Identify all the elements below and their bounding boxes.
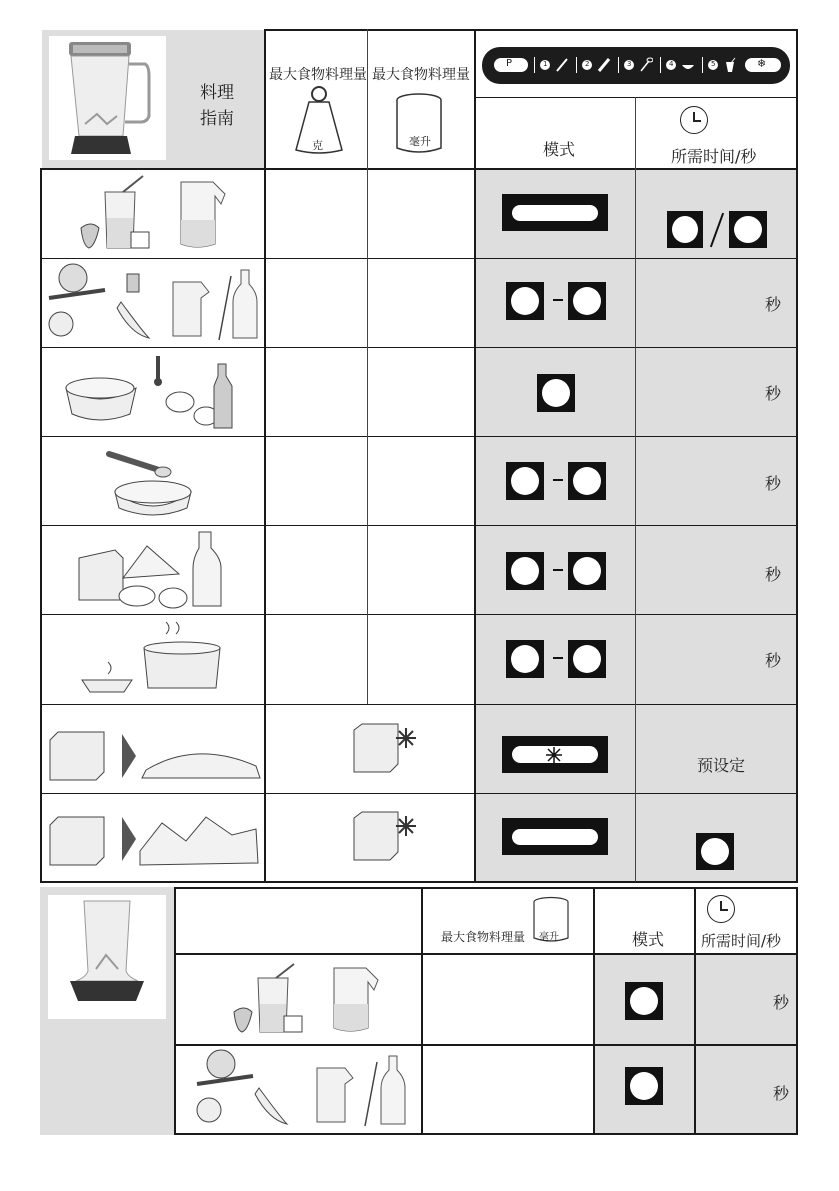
mode-column-bg xyxy=(475,170,797,882)
speed-badge-end xyxy=(568,462,606,500)
soup-icon xyxy=(80,618,230,700)
speed-badge-single xyxy=(625,982,663,1020)
time-header: 所需时间/秒 xyxy=(671,147,757,166)
speed-badge-end xyxy=(568,640,606,678)
max-volume-header: 最大食物料理量 xyxy=(372,67,470,83)
snowflake-icon xyxy=(545,746,563,764)
speed-badge-start xyxy=(506,282,544,320)
weight-unit: 克 xyxy=(312,139,323,152)
range-dash xyxy=(553,657,563,659)
row-divider xyxy=(40,793,798,794)
range-dash xyxy=(553,569,563,571)
time-badge-a xyxy=(667,211,703,248)
drink-glass-icon xyxy=(723,57,737,73)
ice-cube-icon-2 xyxy=(352,808,418,864)
bottom-volume-unit: 毫升 xyxy=(539,932,559,943)
row-divider xyxy=(175,1044,798,1046)
bottom-time-unit-row1: 秒 xyxy=(773,993,790,1012)
pulse-mode-badge xyxy=(502,194,608,231)
time-preset: 预设定 xyxy=(697,756,746,775)
time-unit-row6: 秒 xyxy=(765,651,782,670)
control-speed-2: 2 xyxy=(576,57,616,73)
volume-unit: 毫升 xyxy=(409,135,431,148)
bottom-table-border xyxy=(175,887,798,889)
speed-badge-end xyxy=(568,552,606,590)
speed-badge-start xyxy=(506,640,544,678)
speed-badge-single xyxy=(625,1067,663,1105)
col-divider xyxy=(367,29,368,704)
spoon-icon xyxy=(639,57,653,73)
time-unit-row4: 秒 xyxy=(765,474,782,493)
control-speed-3: 3 xyxy=(618,57,658,73)
clock-icon xyxy=(707,895,735,923)
row-divider xyxy=(40,436,798,437)
top-table-border xyxy=(265,29,798,31)
pulse-mode-badge xyxy=(502,818,608,855)
time-unit-row5: 秒 xyxy=(765,565,782,584)
bottom-time-unit-row2: 秒 xyxy=(773,1084,790,1103)
col-divider xyxy=(593,887,595,1135)
fruits-vegetables-icon xyxy=(45,262,260,342)
top-table-border xyxy=(40,168,42,883)
col-divider xyxy=(694,887,696,1135)
time-badge-ice xyxy=(696,833,734,870)
col-divider xyxy=(264,29,266,882)
range-dash xyxy=(553,299,563,301)
control-speed-5: 5 xyxy=(702,57,742,73)
row-divider xyxy=(40,525,798,526)
col-divider xyxy=(174,887,176,1135)
control-speed-4: 4 xyxy=(660,57,700,73)
time-unit-row3: 秒 xyxy=(765,384,782,403)
baby-food-icon xyxy=(105,442,200,522)
guide-title-line2: 指南 xyxy=(200,109,234,129)
ice-to-chunks-icon xyxy=(46,805,261,875)
bottom-table-border xyxy=(796,887,798,1135)
range-dash xyxy=(553,479,563,481)
row-divider xyxy=(40,614,798,615)
control-pulse-label: P xyxy=(506,58,513,69)
fruits-vegetables-icon xyxy=(193,1048,408,1128)
bottom-mode-header: 模式 xyxy=(632,930,665,949)
mayonnaise-icon xyxy=(60,352,240,432)
speed-badge-end xyxy=(568,282,606,320)
control-speed-1: 1 xyxy=(534,57,574,73)
top-table-border xyxy=(40,881,798,883)
top-table-border xyxy=(796,29,798,883)
guide-title-line1: 料理 xyxy=(200,83,234,103)
row-divider xyxy=(175,953,798,955)
speed-badge-start xyxy=(506,462,544,500)
smoothie-icon xyxy=(228,962,398,1038)
bottom-time-header: 所需时间/秒 xyxy=(701,932,782,950)
ice-to-crushed-icon xyxy=(46,716,261,786)
speed-badge-start xyxy=(506,552,544,590)
row-divider xyxy=(40,258,798,259)
max-weight-header: 最大食物料理量 xyxy=(269,67,367,83)
col-divider xyxy=(474,29,476,882)
row-divider xyxy=(40,168,798,170)
spatula-icon xyxy=(597,57,611,73)
col-divider xyxy=(635,97,636,882)
row-divider xyxy=(40,347,798,348)
smoothie-icon xyxy=(75,174,245,256)
bowl-icon xyxy=(680,57,696,73)
batter-ingredients-icon xyxy=(75,528,230,610)
personal-blender-icon xyxy=(48,895,166,1019)
clock-icon xyxy=(680,106,708,134)
bottom-table-border xyxy=(175,1133,798,1135)
stick-blade-icon xyxy=(555,57,569,73)
speed-badge-single xyxy=(537,374,575,412)
time-badge-b xyxy=(729,211,767,248)
row-divider xyxy=(475,97,798,98)
ice-cube-icon xyxy=(352,720,418,776)
mode-header: 模式 xyxy=(543,140,576,159)
blender-jug-icon xyxy=(49,36,166,160)
control-ice-label: ❄ xyxy=(757,57,767,70)
time-unit-row2: 秒 xyxy=(765,295,782,314)
bottom-max-amount-header: 最大食物料理量 xyxy=(441,930,526,944)
col-divider xyxy=(421,887,423,1135)
row-divider xyxy=(40,704,798,705)
